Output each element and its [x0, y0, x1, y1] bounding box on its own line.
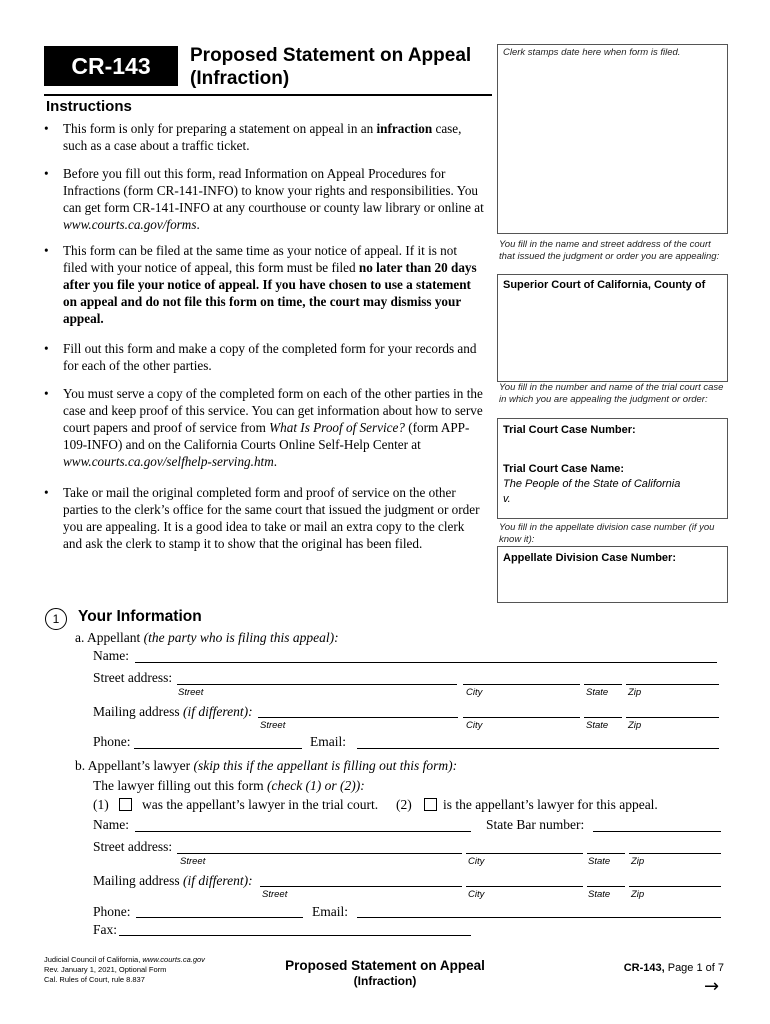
lawyer-phone-field[interactable]	[136, 917, 303, 918]
lawyer-email-field[interactable]	[357, 917, 721, 918]
appellant-mailing-state-field[interactable]	[584, 717, 622, 718]
form-title-line2: (Infraction)	[190, 68, 290, 89]
appellant-street-field[interactable]	[177, 684, 457, 685]
city-sub: City	[466, 687, 483, 698]
state-sub: State	[588, 856, 611, 867]
lawyer-name-field[interactable]	[135, 831, 471, 832]
lawyer-zip-field[interactable]	[629, 853, 721, 854]
form-id-badge: CR-143	[44, 46, 178, 86]
trial-name-value: The People of the State of California	[503, 478, 681, 490]
footer-title-line2: (Infraction)	[353, 974, 417, 988]
clerk-stamp-note: Clerk stamps date here when form is filed.	[503, 47, 681, 58]
appellant-phone-field[interactable]	[134, 748, 302, 749]
lawyer-mailing-city-field[interactable]	[466, 886, 583, 887]
lawyer-city-field[interactable]	[466, 853, 583, 854]
state-bar-field[interactable]	[593, 831, 721, 832]
zip-sub: Zip	[631, 856, 645, 867]
appellant-mailing-zip-field[interactable]	[626, 717, 719, 718]
court-label: Superior Court of California, County of	[503, 279, 706, 291]
appellant-email-label: Email:	[310, 734, 346, 749]
option2-checkbox[interactable]	[424, 798, 437, 811]
lawyer-email-label: Email:	[312, 904, 348, 919]
appellate-box[interactable]	[497, 546, 728, 603]
city-sub: City	[466, 720, 483, 731]
zip-sub: Zip	[628, 687, 642, 698]
lawyer-fax-field[interactable]	[119, 935, 471, 936]
footer-rule: Cal. Rules of Court, rule 8.837	[44, 975, 145, 984]
trial-name-label: Trial Court Case Name:	[503, 463, 625, 475]
footer-page: CR-143, Page 1 of 7	[623, 962, 724, 974]
footer-council: Judicial Council of California, www.courts.ca.gov	[44, 955, 205, 964]
section-number: 1	[45, 608, 67, 630]
trial-case-box[interactable]	[497, 418, 728, 519]
appellant-mailing-street-field[interactable]	[258, 717, 458, 718]
appellant-mailing-label: Mailing address (if different):	[93, 704, 253, 719]
option1-number: (1)	[93, 797, 109, 812]
instruction-bullet-3: • This form can be filed at the same time as your notice of appeal. If it is not filed with your notice of appeal, this form must be filed no later than 20 days after you file your notice of appeal. If you have chosen to use a statement on appeal and do not file this form on time, the court may dismiss your appeal.	[44, 243, 477, 326]
state-sub: State	[586, 687, 609, 698]
form-title	[190, 44, 471, 90]
court-note: You fill in the name and street address of the court that issued the judgment or order you are appealing:	[499, 239, 720, 262]
city-sub: City	[468, 856, 485, 867]
instruction-bullet-1: • This form is only for preparing a statement on appeal in an infraction case, such as a case about a traffic ticket.	[44, 121, 462, 153]
footer-revision: Rev. January 1, 2021, Optional Form	[44, 965, 167, 974]
state-bar-label: State Bar number:	[486, 817, 585, 832]
street-sub: Street	[180, 856, 206, 867]
city-sub: City	[468, 889, 485, 900]
state-sub: State	[586, 720, 609, 731]
lawyer-name-label: Name:	[93, 817, 129, 832]
lawyer-check-instruction: The lawyer filling out this form (check (1) or (2)):	[93, 778, 365, 793]
lawyer-mailing-state-field[interactable]	[587, 886, 625, 887]
lawyer-street-label: Street address:	[93, 839, 173, 854]
zip-sub: Zip	[628, 720, 642, 731]
appellant-city-field[interactable]	[463, 684, 580, 685]
header-rule	[44, 94, 492, 96]
lawyer-mailing-zip-field[interactable]	[629, 886, 721, 887]
lawyer-mailing-street-field[interactable]	[260, 886, 462, 887]
street-sub: Street	[262, 889, 288, 900]
state-sub: State	[588, 889, 611, 900]
appellant-state-field[interactable]	[584, 684, 622, 685]
option1-label: was the appellant’s lawyer in the trial court.	[142, 797, 379, 812]
clerk-stamp-box[interactable]	[497, 44, 728, 234]
footer-title	[260, 958, 510, 988]
instruction-bullet-6: • Take or mail the original completed form and proof of service on the other parties to the clerk’s office for the same court that issued the judgment or order you are appealing. It is a good idea to take or mail an extra copy to the clerk and ask the clerk to stamp it to show that the original has been filed.	[44, 485, 480, 551]
instruction-bullet-2: • Before you fill out this form, read Information on Appeal Procedures for Infractions (form CR-141-INFO) to know your rights and responsibilities. You can get form CR-141-INFO at any courthouse or county law library or online at www.courts.ca.gov/forms.	[44, 166, 484, 232]
trial-versus: v.	[503, 493, 511, 505]
appellate-label: Appellate Division Case Number:	[503, 552, 676, 564]
option2-label: is the appellant’s lawyer for this appeal.	[443, 797, 658, 812]
appellant-label: a. Appellant (the party who is filing this appeal):	[75, 630, 339, 645]
trial-number-label: Trial Court Case Number:	[503, 424, 636, 436]
zip-sub: Zip	[631, 889, 645, 900]
court-box[interactable]	[497, 274, 728, 382]
appellant-name-label: Name:	[93, 648, 129, 663]
appellant-email-field[interactable]	[357, 748, 719, 749]
form-title-line1: Proposed Statement on Appeal	[190, 45, 472, 66]
footer-title-line1: Proposed Statement on Appeal	[285, 958, 485, 973]
appellate-note: You fill in the appellate division case number (if you know it):	[499, 522, 715, 545]
street-sub: Street	[260, 720, 286, 731]
option2-number: (2)	[396, 797, 412, 812]
lawyer-street-field[interactable]	[177, 853, 462, 854]
appellant-phone-label: Phone:	[93, 734, 131, 749]
street-sub: Street	[178, 687, 204, 698]
appellant-mailing-city-field[interactable]	[463, 717, 580, 718]
footer-left	[44, 955, 205, 985]
appellant-zip-field[interactable]	[626, 684, 719, 685]
option1-checkbox[interactable]	[119, 798, 132, 811]
trial-note: You fill in the number and name of the trial court case in which you are appealing the judgment or order:	[499, 382, 724, 405]
section-heading: Your Information	[78, 608, 202, 625]
lawyer-fax-label: Fax:	[93, 922, 118, 937]
next-page-arrow-icon[interactable]: →	[704, 976, 720, 997]
instruction-bullet-5: • You must serve a copy of the completed form on each of the other parties in the case and keep proof of this service. You can get information about how to serve court papers and proof of service from What Is Proof of Service? (form APP-109-INFO) and on the California Courts Online Self-Help Center at www.courts.ca.gov/selfhelp-serving.htm.	[44, 386, 483, 469]
lawyer-mailing-label: Mailing address (if different):	[93, 873, 253, 888]
instructions-heading: Instructions	[46, 98, 132, 115]
appellant-name-field[interactable]	[135, 662, 717, 663]
lawyer-phone-label: Phone:	[93, 904, 131, 919]
lawyer-state-field[interactable]	[587, 853, 625, 854]
instruction-bullet-4: • Fill out this form and make a copy of the completed form for your records and for each of the other parties.	[44, 341, 477, 373]
lawyer-label: b. Appellant’s lawyer (skip this if the appellant is filling out this form):	[75, 758, 458, 773]
appellant-street-label: Street address:	[93, 670, 173, 685]
